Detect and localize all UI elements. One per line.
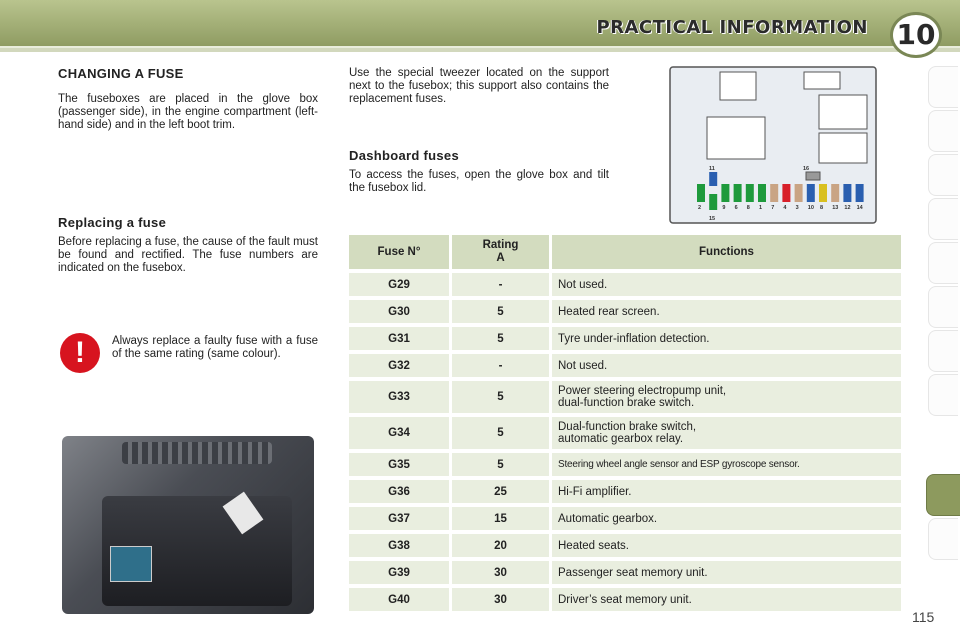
fuse-number: G33 xyxy=(349,381,452,413)
diagram-label: 4 xyxy=(783,205,787,211)
fuse-rating: 5 xyxy=(452,417,552,449)
dashboard-title: Dashboard fuses xyxy=(349,148,459,163)
fuse-function xyxy=(552,507,904,530)
fuse-number: G35 xyxy=(349,453,452,476)
table-row xyxy=(349,327,904,350)
relay-slot xyxy=(804,72,840,89)
fuse-block xyxy=(758,184,766,202)
fuse-number: G38 xyxy=(349,534,452,557)
table-row xyxy=(349,480,904,503)
diagram-label: 15 xyxy=(709,216,716,222)
exclamation-icon: ! xyxy=(60,333,100,373)
function-line: Automatic gearbox. xyxy=(558,512,658,525)
warning-text: Always replace a faulty fuse with a fuse of the same rating (same colour). xyxy=(112,335,318,360)
function-line: Hi-Fi amplifier. xyxy=(558,485,632,498)
chapter-tab[interactable] xyxy=(928,518,958,560)
fuse-function xyxy=(552,534,904,557)
function-line: Steering wheel angle sensor and ESP gyroscope sensor. xyxy=(558,458,800,470)
function-line: Heated seats. xyxy=(558,539,629,552)
table-row xyxy=(349,507,904,530)
diagram-label: 8 xyxy=(746,205,750,211)
air-vent-graphic xyxy=(122,442,272,464)
diagram-label: 8 xyxy=(820,205,824,211)
table-row xyxy=(349,354,904,377)
fuse-block xyxy=(721,184,729,202)
fuse-block xyxy=(819,184,827,202)
fuse-block xyxy=(782,184,790,202)
rating-label: Rating xyxy=(482,239,519,251)
diagram-label: 7 xyxy=(771,205,775,211)
fuse-block xyxy=(807,184,815,202)
tweezer-paragraph: Use the special tweezer located on the support next to the fusebox; this support also contains the replacement fuses. xyxy=(349,67,609,105)
diagram-label: 16 xyxy=(803,166,810,172)
fuse-number: G39 xyxy=(349,561,452,584)
fuse-rating: - xyxy=(452,354,552,377)
chapter-tab-active[interactable] xyxy=(926,474,960,516)
col-header-fuse: Fuse N° xyxy=(349,235,452,269)
fuse-function xyxy=(552,588,904,611)
fuse-number: G29 xyxy=(349,273,452,296)
function-line: Passenger seat memory unit. xyxy=(558,566,708,579)
intro-paragraph: The fuseboxes are placed in the glove box (passenger side), in the engine compartment (left-hand side) and in the left boot trim. xyxy=(58,93,318,131)
header-divider xyxy=(0,48,960,52)
table-row xyxy=(349,453,904,476)
function-line: Not used. xyxy=(558,278,608,291)
chapter-tab[interactable] xyxy=(928,374,958,416)
replacing-paragraph: Before replacing a fuse, the cause of the fault must be found and rectified. The fuse numbers are indicated on the fusebox. xyxy=(58,236,318,274)
table-row xyxy=(349,588,904,611)
fuse-rating: 5 xyxy=(452,300,552,323)
relay-slot xyxy=(819,133,867,163)
fuse-number: G34 xyxy=(349,417,452,449)
fuse-function xyxy=(552,273,904,296)
table-row xyxy=(349,417,904,449)
diagram-label: 1 xyxy=(759,205,763,211)
fuse-rating: 25 xyxy=(452,480,552,503)
fuse-number: G36 xyxy=(349,480,452,503)
table-row xyxy=(349,561,904,584)
fuse-number: G32 xyxy=(349,354,452,377)
fuse-block xyxy=(709,172,717,186)
fuse-rating: 30 xyxy=(452,561,552,584)
relay-slot xyxy=(720,72,756,100)
diagram-label: 11 xyxy=(709,166,715,172)
relay-slot xyxy=(707,117,765,159)
fuse-rating: 5 xyxy=(452,381,552,413)
fuse-block xyxy=(697,184,705,202)
diagram-label: 10 xyxy=(807,205,814,211)
relay-slot xyxy=(819,95,867,129)
fuse-block xyxy=(831,184,839,202)
col-header-functions: Functions xyxy=(552,235,904,269)
chapter-number-badge: 10 xyxy=(890,12,942,58)
diagram-label: 2 xyxy=(698,205,702,211)
fuse-rating: 15 xyxy=(452,507,552,530)
fuse-number: G30 xyxy=(349,300,452,323)
dashboard-paragraph: To access the fuses, open the glove box and tilt the fusebox lid. xyxy=(349,169,609,194)
fuse-block xyxy=(734,184,742,202)
glove-box-photo xyxy=(62,436,314,614)
fuse-block xyxy=(709,194,717,210)
diagram-label: 9 xyxy=(722,205,726,211)
fusebox-graphic xyxy=(110,546,152,582)
fuse-function xyxy=(552,300,904,323)
section-title: CHANGING A FUSE xyxy=(58,66,184,81)
chapter-title: PRACTICAL INFORMATION xyxy=(596,17,868,38)
fuse-function xyxy=(552,480,904,503)
chapter-tab[interactable] xyxy=(928,110,958,152)
function-line: Driver’s seat memory unit. xyxy=(558,593,692,606)
fuse-block xyxy=(770,184,778,202)
function-line: dual-function brake switch. xyxy=(558,397,695,409)
table-row xyxy=(349,534,904,557)
chapter-tab[interactable] xyxy=(928,242,958,284)
fuse-function xyxy=(552,327,904,350)
fuse-function xyxy=(552,561,904,584)
function-line: Heated rear screen. xyxy=(558,305,660,318)
chapter-tabs xyxy=(928,66,960,576)
fuse-function xyxy=(552,354,904,377)
table-row xyxy=(349,273,904,296)
diagram-label: 3 xyxy=(795,205,799,211)
col-header-rating xyxy=(452,235,552,269)
fuse-rating: 5 xyxy=(452,327,552,350)
chapter-tab[interactable] xyxy=(928,330,958,372)
diagram-label: 12 xyxy=(844,205,851,211)
function-line: automatic gearbox relay. xyxy=(558,433,684,445)
fuse-number: G40 xyxy=(349,588,452,611)
chapter-tab[interactable] xyxy=(928,66,958,108)
fuse-block xyxy=(856,184,864,202)
table-row xyxy=(349,381,904,413)
function-line: Dual-function brake switch, xyxy=(558,421,697,433)
chapter-tab[interactable] xyxy=(928,154,958,196)
fuse-function xyxy=(552,417,904,449)
fusebox-diagram xyxy=(669,66,877,224)
diagram-label: 13 xyxy=(832,205,839,211)
chapter-tab[interactable] xyxy=(928,286,958,328)
fuse-16-block xyxy=(806,172,820,180)
table-header-row xyxy=(349,235,904,269)
function-line: Tyre under-inflation detection. xyxy=(558,332,710,345)
fuse-rating: 30 xyxy=(452,588,552,611)
fuse-function xyxy=(552,381,904,413)
table-row xyxy=(349,300,904,323)
page-number: 115 xyxy=(912,609,935,625)
diagram-label: 14 xyxy=(856,205,863,211)
fuse-rating: - xyxy=(452,273,552,296)
diagram-label: 6 xyxy=(734,205,738,211)
fuse-block xyxy=(746,184,754,202)
fuse-block xyxy=(795,184,803,202)
fuse-number: G37 xyxy=(349,507,452,530)
chapter-tab[interactable] xyxy=(928,198,958,240)
fuse-function xyxy=(552,453,904,476)
fuse-table xyxy=(349,231,904,615)
function-line: Not used. xyxy=(558,359,608,372)
fuse-block xyxy=(843,184,851,202)
replacing-title: Replacing a fuse xyxy=(58,215,167,230)
fuse-number: G31 xyxy=(349,327,452,350)
fuse-rating: 5 xyxy=(452,453,552,476)
function-line: Power steering electropump unit, xyxy=(558,385,727,397)
rating-unit: A xyxy=(496,252,505,264)
fuse-rating: 20 xyxy=(452,534,552,557)
